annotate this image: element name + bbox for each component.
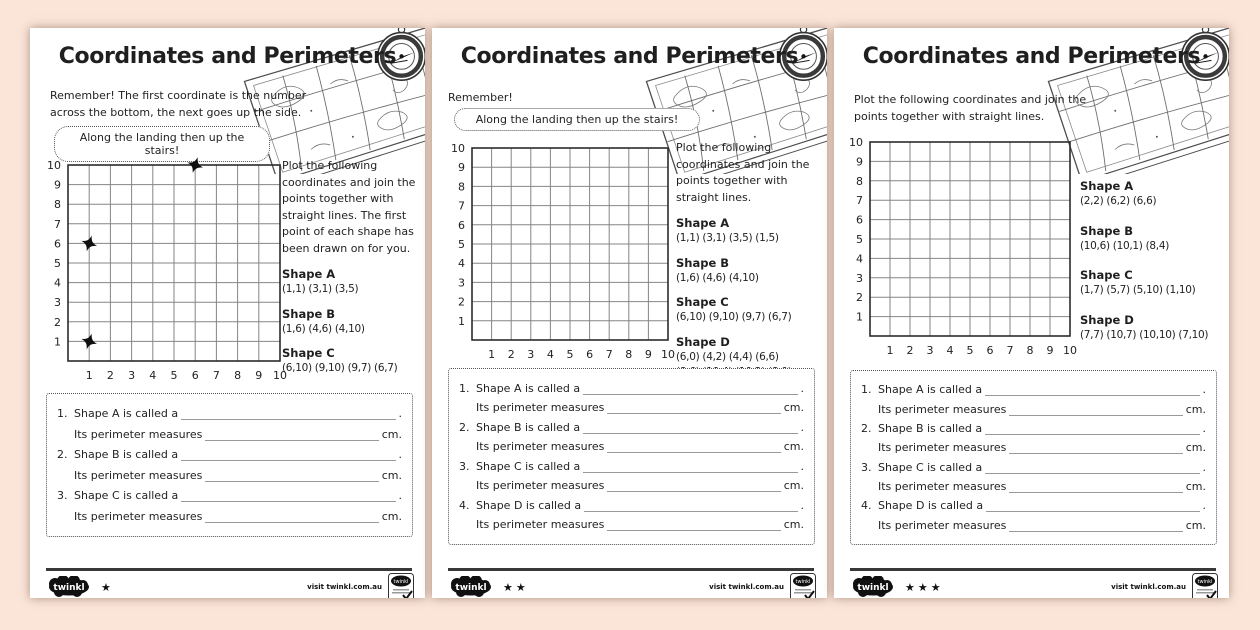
question-name-row: [57, 448, 402, 461]
unit-label: cm.: [381, 509, 402, 523]
questions-box: [850, 370, 1217, 545]
question-text: Its perimeter measures: [476, 440, 605, 454]
x-axis-label: 2: [906, 344, 914, 357]
instructions-text: Plot the following coordinates and join the points together with straight lines.: [676, 141, 810, 204]
remember-text: Remember!: [448, 91, 513, 104]
x-axis-label: 6: [986, 344, 994, 357]
answer-line: [583, 461, 797, 473]
question-number: 2.: [459, 420, 470, 434]
y-axis-label: 7: [856, 194, 863, 208]
speech-bubble: Along the landing then up the stairs!: [454, 108, 700, 131]
question-text: Its perimeter measures: [476, 401, 605, 415]
worksheet-page-3: [834, 28, 1229, 598]
shape-name: Shape A: [1080, 179, 1134, 193]
y-axis-label: 3: [54, 296, 61, 310]
page-title: Coordinates and Perimeters: [862, 44, 1201, 69]
y-axis-label: 9: [458, 161, 465, 175]
x-axis-label: 1: [488, 348, 496, 361]
x-axis-label: 8: [1026, 344, 1034, 357]
footer-divider: [46, 568, 412, 571]
y-axis-label: 4: [54, 276, 61, 290]
speech-bubble: Along the landing then up the stairs!: [54, 126, 270, 162]
y-axis-label: 4: [458, 257, 465, 271]
y-axis-label: 3: [458, 276, 465, 290]
instructions-text: Plot the following coordinates and join the points together with straight lines.: [854, 93, 1087, 123]
remember-text: Remember! The first coordinate is the number across the bottom, the next goes up the side.: [50, 89, 307, 119]
shape-name: Shape C: [282, 346, 335, 361]
badge-brand-text: twinkl: [795, 579, 811, 585]
page-title: Coordinates and Perimeters: [460, 44, 799, 69]
x-axis-label: 3: [926, 344, 934, 357]
question-period: .: [1202, 499, 1206, 513]
x-axis-label: 7: [1006, 344, 1014, 357]
unit-label: cm.: [783, 479, 804, 493]
y-axis-label: 10: [849, 136, 863, 149]
y-axis-label: 2: [458, 295, 465, 309]
question-name-row: [57, 407, 402, 420]
y-axis-label: 9: [54, 178, 61, 192]
question-name-row: [861, 499, 1206, 512]
answer-line: [181, 408, 395, 420]
y-axis-label: 8: [54, 198, 61, 212]
question-perimeter-row: [459, 440, 804, 453]
y-axis-label: 2: [856, 291, 863, 305]
question-name-row: [459, 499, 804, 512]
unit-label: cm.: [783, 401, 804, 415]
question-number: 1.: [57, 407, 68, 421]
shape-name: Shape B: [676, 255, 730, 270]
unit-label: cm.: [1185, 402, 1206, 416]
twinkl-logo: [850, 576, 896, 598]
y-axis-label: 6: [54, 237, 61, 251]
unit-label: cm.: [1185, 518, 1206, 532]
shape-coordinates: (6,0) (4,2) (4,4) (6,6): [676, 351, 779, 364]
question-perimeter-row: [861, 441, 1206, 454]
y-axis-label: 9: [856, 155, 863, 169]
question-period: .: [1202, 421, 1206, 435]
answer-line: [181, 490, 395, 502]
y-axis-label: 5: [856, 233, 863, 246]
shape-name: Shape B: [1080, 223, 1134, 238]
y-axis-label: 5: [54, 257, 61, 270]
answer-line: [985, 462, 1199, 474]
twinkl-logo-text: twinkl: [455, 583, 487, 593]
x-axis-label: 9: [1046, 344, 1054, 357]
shape-entry: [1080, 313, 1228, 343]
y-axis-label: 6: [458, 218, 465, 232]
question-text: Shape D is called a: [476, 498, 582, 512]
question-number: 4.: [459, 498, 470, 512]
badge-brand-text: twinkl: [393, 579, 409, 585]
instructions-and-shapes: [676, 140, 824, 379]
x-axis-label: 9: [644, 348, 652, 361]
grid-svg: [40, 157, 296, 387]
shape-name: Shape C: [676, 295, 729, 310]
question-number: 3.: [57, 489, 68, 503]
footer-divider: [850, 568, 1216, 571]
worksheet-page-1: [30, 28, 425, 598]
question-period: .: [800, 498, 804, 512]
question-period: .: [398, 448, 402, 462]
question-text: Shape B is called a: [476, 420, 581, 434]
y-axis-label: 1: [54, 335, 61, 349]
shape-entry: [1080, 268, 1228, 298]
shape-coordinates: (7,7) (10,7) (10,10) (7,10): [1080, 329, 1209, 342]
x-axis-label: 5: [966, 344, 974, 357]
difficulty-stars: ★★: [503, 580, 529, 594]
x-axis-label: 9: [255, 369, 263, 382]
question-period: .: [800, 420, 804, 434]
question-perimeter-row: [57, 510, 402, 523]
shape-entry: [282, 346, 423, 376]
coordinate-grid: [842, 134, 1086, 366]
shape-name: Shape D: [1080, 313, 1134, 328]
coordinate-grid: [40, 157, 296, 391]
question-text: Its perimeter measures: [74, 509, 203, 523]
shape-name: Shape B: [282, 306, 336, 321]
question-name-row: [459, 382, 804, 395]
answer-line: [607, 480, 780, 492]
y-axis-label: 7: [54, 217, 61, 231]
x-axis-label: 6: [586, 348, 594, 361]
x-axis-label: 4: [946, 344, 954, 357]
question-perimeter-row: [861, 403, 1206, 416]
quality-badge: [1192, 573, 1218, 598]
answer-line: [1009, 481, 1182, 493]
question-text: Its perimeter measures: [878, 479, 1007, 493]
shape-entry: [1080, 224, 1228, 254]
question-name-row: [459, 460, 804, 473]
x-axis-label: 2: [106, 369, 114, 382]
answer-line: [583, 422, 797, 434]
x-axis-label: 10: [1063, 344, 1077, 357]
questions-box: [448, 368, 815, 545]
footer: [46, 574, 414, 598]
question-number: 3.: [459, 459, 470, 473]
question-perimeter-row: [459, 401, 804, 414]
instructions-text: Plot the following coordinates and join the points together with straight lines. The first point of each shape has been drawn on for you.: [282, 159, 416, 255]
question-number: 1.: [861, 383, 872, 397]
footer: [850, 574, 1218, 598]
visit-url: visit twinkl.com.au: [709, 583, 784, 591]
answer-line: [607, 402, 780, 414]
shape-name: Shape A: [676, 216, 730, 230]
page-title: Coordinates and Perimeters: [58, 44, 397, 69]
x-axis-label: 8: [625, 348, 633, 361]
shape-coordinates: (1,6) (4,6) (4,10): [282, 322, 365, 335]
answer-line: [607, 519, 780, 531]
y-axis-label: 8: [856, 174, 863, 188]
shape-list: [676, 216, 824, 379]
grid-svg: [444, 140, 684, 366]
answer-line: [986, 500, 1199, 512]
question-period: .: [800, 459, 804, 473]
question-text: Shape D is called a: [878, 499, 984, 513]
question-text: Shape B is called a: [74, 448, 179, 462]
question-text: Shape B is called a: [878, 421, 983, 435]
answer-line: [1009, 520, 1182, 532]
shape-list-column: [1080, 164, 1228, 343]
question-text: Its perimeter measures: [878, 441, 1007, 455]
question-perimeter-row: [861, 480, 1206, 493]
question-name-row: [861, 461, 1206, 474]
unit-label: cm.: [1185, 479, 1206, 493]
answer-line: [1009, 404, 1182, 416]
coordinate-grid: [444, 140, 684, 370]
question-period: .: [398, 407, 402, 421]
shape-name: Shape C: [1080, 268, 1133, 283]
difficulty-stars: ★★★: [905, 580, 944, 594]
question-perimeter-row: [57, 469, 402, 482]
y-axis-label: 1: [856, 310, 863, 324]
question-text: Its perimeter measures: [74, 468, 203, 482]
shape-coordinates: (1,7) (5,7) (5,10) (1,10): [1080, 284, 1196, 297]
shape-coordinates: (1,1) (3,1) (3,5): [282, 283, 359, 295]
x-axis-label: 8: [234, 369, 242, 382]
question-perimeter-row: [459, 518, 804, 531]
y-axis-label: 3: [856, 271, 863, 285]
x-axis-label: 3: [527, 348, 535, 361]
question-period: .: [1202, 460, 1206, 474]
question-text: Its perimeter measures: [476, 479, 605, 493]
x-axis-label: 10: [273, 369, 287, 382]
answer-line: [985, 423, 1199, 435]
question-text: Shape C is called a: [476, 459, 581, 473]
shape-list: [282, 267, 423, 376]
shape-name: Shape A: [282, 267, 336, 281]
shape-coordinates: (10,6) (10,1) (8,4): [1080, 239, 1170, 252]
x-axis-label: 5: [170, 369, 178, 382]
twinkl-logo-text: twinkl: [53, 583, 85, 593]
instructions-and-shapes: [282, 158, 423, 376]
question-text: Shape C is called a: [74, 489, 179, 503]
answer-line: [205, 429, 378, 441]
x-axis-label: 4: [546, 348, 554, 361]
footer-divider: [448, 568, 814, 571]
y-axis-label: 10: [451, 142, 465, 155]
footer: [448, 574, 816, 598]
question-period: .: [800, 381, 804, 395]
question-text: Its perimeter measures: [878, 402, 1007, 416]
question-number: 2.: [861, 421, 872, 435]
answer-line: [205, 511, 378, 523]
question-text: Shape A is called a: [476, 381, 581, 395]
question-perimeter-row: [861, 519, 1206, 532]
question-text: Its perimeter measures: [476, 518, 605, 532]
shape-entry: [282, 267, 423, 297]
x-axis-label: 6: [191, 369, 199, 382]
shape-entry: [676, 295, 824, 325]
answer-line: [607, 441, 780, 453]
question-name-row: [459, 421, 804, 434]
answer-line: [584, 500, 797, 512]
question-text: Shape A is called a: [878, 383, 983, 397]
worksheet-page-2: [432, 28, 827, 598]
visit-url: visit twinkl.com.au: [307, 583, 382, 591]
question-text: Shape C is called a: [878, 460, 983, 474]
question-text: Its perimeter measures: [74, 427, 203, 441]
y-axis-label: 2: [54, 315, 61, 329]
shape-name: Shape D: [676, 335, 730, 350]
question-perimeter-row: [57, 428, 402, 441]
quality-badge: [790, 573, 816, 598]
x-axis-label: 1: [85, 369, 93, 382]
question-name-row: [861, 422, 1206, 435]
answer-line: [181, 449, 395, 461]
shape-entry: [282, 307, 423, 337]
twinkl-logo-text: twinkl: [857, 583, 889, 593]
visit-url: visit twinkl.com.au: [1111, 583, 1186, 591]
question-number: 2.: [57, 448, 68, 462]
twinkl-logo: [46, 576, 92, 598]
question-name-row: [57, 489, 402, 502]
x-axis-label: 7: [605, 348, 613, 361]
quality-badge: [388, 573, 414, 598]
unit-label: cm.: [381, 468, 402, 482]
y-axis-label: 6: [856, 213, 863, 227]
question-number: 3.: [861, 460, 872, 474]
unit-label: cm.: [381, 427, 402, 441]
grid-svg: [842, 134, 1086, 362]
x-axis-label: 5: [566, 348, 574, 361]
answer-line: [583, 383, 797, 395]
question-text: Its perimeter measures: [878, 518, 1007, 532]
question-name-row: [861, 383, 1206, 396]
y-axis-label: 10: [47, 159, 61, 172]
question-period: .: [398, 489, 402, 503]
question-number: 1.: [459, 381, 470, 395]
difficulty-stars: ★: [101, 580, 114, 594]
twinkl-logo: [448, 576, 494, 598]
y-axis-label: 4: [856, 252, 863, 266]
x-axis-label: 10: [661, 348, 675, 361]
shape-coordinates: (1,1) (3,1) (3,5) (1,5): [676, 232, 779, 244]
question-text: Shape A is called a: [74, 407, 179, 421]
y-axis-label: 8: [458, 180, 465, 194]
x-axis-label: 4: [149, 369, 157, 382]
badge-brand-text: twinkl: [1197, 579, 1213, 585]
shape-entry: [676, 216, 824, 246]
shape-entry: [676, 256, 824, 286]
answer-line: [985, 384, 1199, 396]
answer-line: [1009, 442, 1182, 454]
x-axis-label: 7: [212, 369, 220, 382]
y-axis-label: 1: [458, 314, 465, 328]
x-axis-label: 2: [507, 348, 515, 361]
x-axis-label: 3: [128, 369, 136, 382]
question-number: 4.: [861, 499, 872, 513]
shape-coordinates: (6,10) (9,10) (9,7) (6,7): [282, 362, 398, 375]
y-axis-label: 5: [458, 238, 465, 251]
shape-entry: [1080, 179, 1228, 209]
shape-list: [1080, 179, 1228, 343]
shape-coordinates: (1,6) (4,6) (4,10): [676, 271, 759, 284]
shape-coordinates: (6,10) (9,10) (9,7) (6,7): [676, 311, 792, 324]
unit-label: cm.: [783, 440, 804, 454]
y-axis-label: 7: [458, 199, 465, 213]
shape-coordinates: (2,2) (6,2) (6,6): [1080, 195, 1157, 207]
answer-line: [205, 470, 378, 482]
questions-box: [46, 393, 413, 537]
question-period: .: [1202, 383, 1206, 397]
x-axis-label: 1: [886, 344, 894, 357]
question-perimeter-row: [459, 479, 804, 492]
unit-label: cm.: [1185, 441, 1206, 455]
unit-label: cm.: [783, 518, 804, 532]
